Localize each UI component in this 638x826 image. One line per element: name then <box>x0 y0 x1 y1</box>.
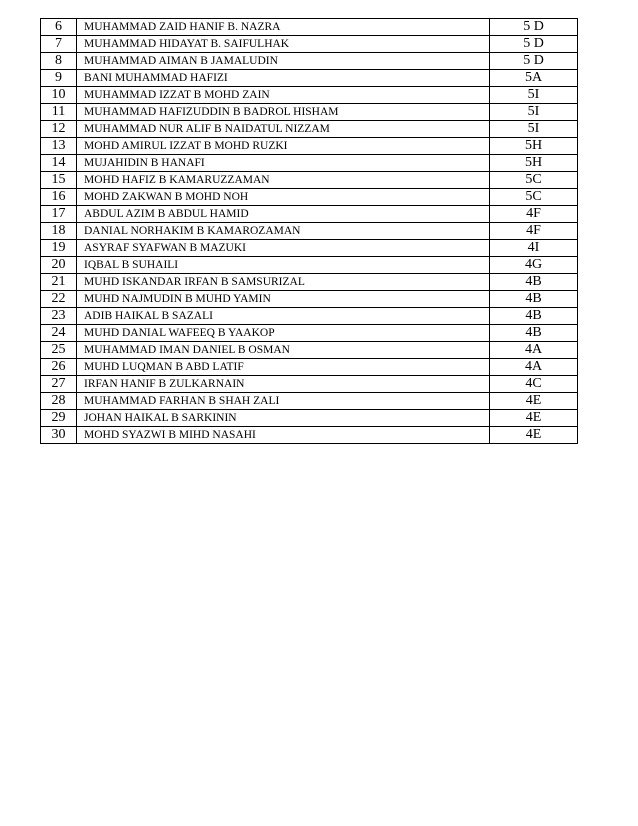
student-name-cell: MUHD NAJMUDIN B MUHD YAMIN <box>77 291 490 308</box>
class-cell: 5 D <box>490 36 578 53</box>
class-cell: 4E <box>490 427 578 444</box>
class-cell: 4G <box>490 257 578 274</box>
student-name-cell: ASYRAF SYAFWAN B MAZUKI <box>77 240 490 257</box>
table-row <box>41 189 578 206</box>
table-row <box>41 121 578 138</box>
row-number-cell: 22 <box>41 291 77 308</box>
student-name-cell: JOHAN HAIKAL B SARKININ <box>77 410 490 427</box>
table-row <box>41 104 578 121</box>
class-cell: 5I <box>490 121 578 138</box>
row-number-cell: 7 <box>41 36 77 53</box>
student-name-cell: IRFAN HANIF B ZULKARNAIN <box>77 376 490 393</box>
student-name-cell: MUHAMMAD IMAN DANIEL B OSMAN <box>77 342 490 359</box>
table-row <box>41 155 578 172</box>
class-cell: 5C <box>490 172 578 189</box>
class-cell: 4A <box>490 359 578 376</box>
student-name-cell: DANIAL NORHAKIM B KAMAROZAMAN <box>77 223 490 240</box>
table-row <box>41 393 578 410</box>
student-name-cell: MOHD AMIRUL IZZAT B MOHD RUZKI <box>77 138 490 155</box>
row-number-cell: 19 <box>41 240 77 257</box>
class-cell: 4C <box>490 376 578 393</box>
table-row <box>41 342 578 359</box>
student-name-cell: MUHD DANIAL WAFEEQ B YAAKOP <box>77 325 490 342</box>
row-number-cell: 27 <box>41 376 77 393</box>
class-cell: 4F <box>490 206 578 223</box>
class-cell: 4B <box>490 291 578 308</box>
class-cell: 5C <box>490 189 578 206</box>
table-row <box>41 138 578 155</box>
student-name-cell: MUHAMMAD HAFIZUDDIN B BADROL HISHAM <box>77 104 490 121</box>
row-number-cell: 17 <box>41 206 77 223</box>
table-row <box>41 308 578 325</box>
table-row <box>41 376 578 393</box>
row-number-cell: 14 <box>41 155 77 172</box>
row-number-cell: 15 <box>41 172 77 189</box>
row-number-cell: 30 <box>41 427 77 444</box>
class-cell: 4F <box>490 223 578 240</box>
table-row <box>41 53 578 70</box>
student-name-cell: MUHAMMAD IZZAT B MOHD ZAIN <box>77 87 490 104</box>
table-row <box>41 325 578 342</box>
table-row <box>41 427 578 444</box>
student-name-cell: MOHD SYAZWI B MIHD NASAHI <box>77 427 490 444</box>
row-number-cell: 26 <box>41 359 77 376</box>
table-row <box>41 240 578 257</box>
roster-table-body <box>41 19 578 444</box>
class-cell: 5 D <box>490 53 578 70</box>
table-row <box>41 206 578 223</box>
row-number-cell: 12 <box>41 121 77 138</box>
table-row <box>41 87 578 104</box>
class-cell: 4E <box>490 410 578 427</box>
row-number-cell: 6 <box>41 19 77 36</box>
class-cell: 5H <box>490 138 578 155</box>
table-row <box>41 257 578 274</box>
row-number-cell: 13 <box>41 138 77 155</box>
row-number-cell: 18 <box>41 223 77 240</box>
row-number-cell: 28 <box>41 393 77 410</box>
student-name-cell: ABDUL AZIM B ABDUL HAMID <box>77 206 490 223</box>
class-cell: 5H <box>490 155 578 172</box>
row-number-cell: 24 <box>41 325 77 342</box>
student-name-cell: MOHD HAFIZ B KAMARUZZAMAN <box>77 172 490 189</box>
student-name-cell: MUHAMMAD FARHAN B SHAH ZALI <box>77 393 490 410</box>
student-name-cell: MUJAHIDIN B HANAFI <box>77 155 490 172</box>
table-row <box>41 291 578 308</box>
row-number-cell: 20 <box>41 257 77 274</box>
table-row <box>41 172 578 189</box>
row-number-cell: 8 <box>41 53 77 70</box>
table-row <box>41 223 578 240</box>
row-number-cell: 29 <box>41 410 77 427</box>
row-number-cell: 11 <box>41 104 77 121</box>
class-cell: 4B <box>490 274 578 291</box>
class-cell: 5I <box>490 87 578 104</box>
student-name-cell: IQBAL B SUHAILI <box>77 257 490 274</box>
student-name-cell: MUHAMMAD ZAID HANIF B. NAZRA <box>77 19 490 36</box>
row-number-cell: 16 <box>41 189 77 206</box>
student-name-cell: MOHD ZAKWAN B MOHD NOH <box>77 189 490 206</box>
student-roster-table <box>40 18 578 444</box>
class-cell: 5A <box>490 70 578 87</box>
class-cell: 4I <box>490 240 578 257</box>
table-row <box>41 410 578 427</box>
row-number-cell: 23 <box>41 308 77 325</box>
table-row <box>41 70 578 87</box>
student-name-cell: MUHAMMAD NUR ALIF B NAIDATUL NIZZAM <box>77 121 490 138</box>
row-number-cell: 25 <box>41 342 77 359</box>
student-name-cell: MUHAMMAD HIDAYAT B. SAIFULHAK <box>77 36 490 53</box>
class-cell: 5 D <box>490 19 578 36</box>
student-name-cell: MUHD ISKANDAR IRFAN B SAMSURIZAL <box>77 274 490 291</box>
class-cell: 4B <box>490 325 578 342</box>
class-cell: 4E <box>490 393 578 410</box>
row-number-cell: 10 <box>41 87 77 104</box>
class-cell: 4B <box>490 308 578 325</box>
table-row <box>41 274 578 291</box>
student-name-cell: MUHAMMAD AIMAN B JAMALUDIN <box>77 53 490 70</box>
table-row <box>41 19 578 36</box>
class-cell: 4A <box>490 342 578 359</box>
student-name-cell: BANI MUHAMMAD HAFIZI <box>77 70 490 87</box>
student-name-cell: MUHD LUQMAN B ABD LATIF <box>77 359 490 376</box>
table-row <box>41 36 578 53</box>
row-number-cell: 9 <box>41 70 77 87</box>
class-cell: 5I <box>490 104 578 121</box>
row-number-cell: 21 <box>41 274 77 291</box>
student-name-cell: ADIB HAIKAL B SAZALI <box>77 308 490 325</box>
table-row <box>41 359 578 376</box>
